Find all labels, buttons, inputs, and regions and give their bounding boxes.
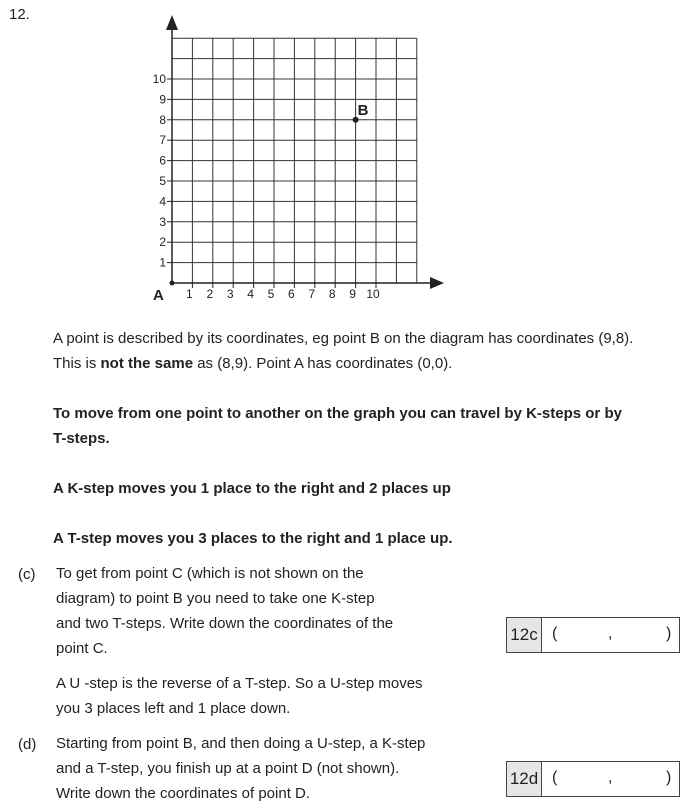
y-tick-label: 7 — [159, 133, 166, 148]
k-step-rule: A K-step moves you 1 place to the right and 2 places up — [53, 480, 451, 497]
part-c-line-2: diagram) to point B you need to take one K-step — [56, 590, 375, 607]
open-paren: ( — [552, 625, 558, 642]
x-tick-label: 5 — [267, 287, 275, 301]
intro-line-1: A point is described by its coordinates, eg point B on the diagram has coordinates (9,8). — [53, 330, 634, 347]
part-c-line-4: point C. — [56, 640, 108, 657]
grid-lines — [172, 38, 417, 283]
part-d-label: (d) — [18, 736, 37, 753]
x-tick-label: 8 — [328, 287, 336, 301]
y-tick-label: 6 — [159, 153, 166, 168]
comma: , — [608, 769, 613, 786]
part-d-line-3: Write down the coordinates of point D. — [56, 785, 311, 802]
move-rule-line-2: T-steps. — [53, 430, 110, 447]
x-axis-arrow — [430, 277, 444, 289]
part-d-line-1: Starting from point B, and then doing a U-step, a K-step — [56, 735, 426, 752]
answer-label-12d: 12d — [507, 762, 542, 796]
y-tick-label: 8 — [159, 112, 166, 127]
close-paren: ) — [666, 769, 672, 786]
t-step-rule: A T-step moves you 3 places to the right and 1 place up. — [53, 530, 453, 547]
x-tick-labels — [186, 283, 380, 301]
axes — [166, 15, 444, 289]
x-tick-label: 9 — [349, 287, 356, 301]
y-axis-arrow — [166, 15, 178, 30]
origin-label-a: A — [153, 287, 164, 304]
y-tick-label: 4 — [159, 194, 166, 209]
x-tick-label: 4 — [247, 287, 254, 301]
question-number: 12. — [9, 6, 30, 23]
u-step-line-2: you 3 places left and 1 place down. — [56, 700, 291, 717]
part-d-line-2: and a T-step, you finish up at a point D (not shown). — [56, 760, 400, 777]
coordinate-grid — [0, 0, 691, 320]
x-tick-label: 6 — [288, 287, 295, 301]
answer-label-12c: 12c — [507, 618, 542, 652]
y-tick-label: 3 — [159, 214, 166, 229]
y-tick-label: 10 — [152, 72, 166, 86]
x-tick-label: 3 — [226, 287, 234, 301]
origin-point — [170, 281, 175, 286]
u-step-line-1: A U -step is the reverse of a T-step. So a U-step moves — [56, 675, 423, 692]
x-tick-label: 7 — [308, 287, 316, 301]
y-tick-label: 1 — [159, 255, 166, 270]
y-tick-label: 2 — [159, 235, 166, 250]
x-tick-label: 10 — [366, 287, 380, 301]
answer-field-12c[interactable] — [542, 618, 679, 652]
answer-field-12d[interactable] — [542, 762, 679, 796]
x-tick-label: 2 — [206, 287, 214, 301]
close-paren: ) — [666, 625, 672, 642]
comma: , — [608, 625, 613, 642]
x-tick-label: 1 — [186, 287, 193, 301]
part-c-line-1: To get from point C (which is not shown on the — [56, 565, 364, 582]
intro-line-2: This is not the same as (8,9). Point A has coordinates (0,0). — [53, 355, 453, 372]
part-c-label: (c) — [18, 566, 36, 583]
y-tick-label: 9 — [159, 92, 166, 107]
move-rule-line-1: To move from one point to another on the graph you can travel by K-steps or by — [53, 405, 622, 422]
point-b-label: B — [357, 101, 369, 119]
part-c-line-3: and two T-steps. Write down the coordinates of the — [56, 615, 394, 632]
y-tick-label: 5 — [159, 174, 166, 188]
answer-box-12d[interactable] — [506, 761, 680, 797]
answer-box-12c[interactable] — [506, 617, 680, 653]
y-tick-labels — [153, 72, 172, 270]
open-paren: ( — [552, 769, 558, 786]
